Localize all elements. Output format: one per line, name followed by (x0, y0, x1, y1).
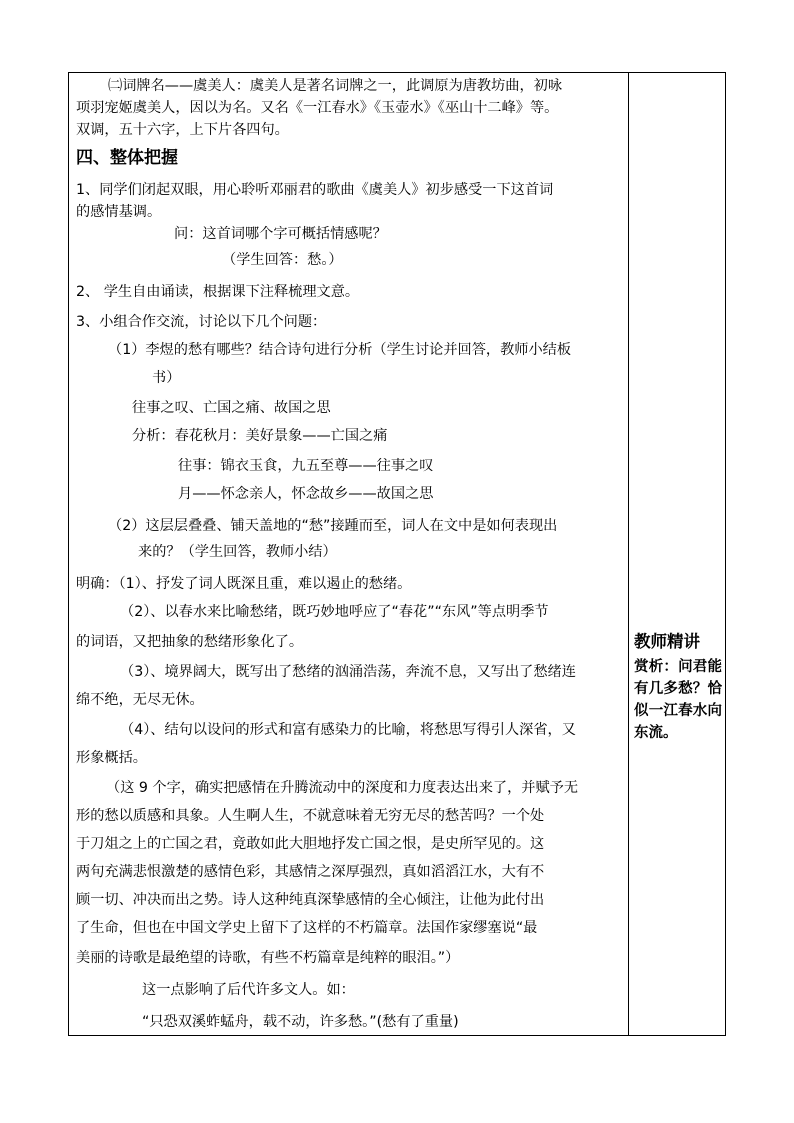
text-line: （1）李煜的愁有哪些？结合诗句进行分析（学生讨论并回答，教师小结板 (108, 342, 572, 358)
text-line: 于刀俎之上的亡国之君，竟敢如此大胆地抒发亡国之恨，是史所罕见的。这 (76, 836, 545, 852)
text-line: 明确：（1）、抒发了词人既深且重，难以遏止的愁绪。 (76, 576, 412, 592)
side-title: 教师精讲 (634, 632, 700, 651)
text-line: （这 9 个字，确实把感情在升腾流动中的深度和力度表达出来了，并赋予无 (106, 780, 579, 796)
text-line: 顾一切、冲决而出之势。诗人这种纯真深挚感情的全心倾注，让他为此付出 (76, 892, 545, 908)
text-line: 3、小组合作交流，讨论以下几个问题： (76, 314, 327, 330)
text-line: 来的？（学生回答，教师小结） (138, 544, 337, 560)
text-line: 书） (152, 370, 181, 386)
text-line: 往事之叹、亡国之痛、故国之思 (132, 400, 331, 416)
text-line: 了生命，但也在中国文学史上留下了这样的不朽篇章。法国作家缪塞说“最 (76, 920, 538, 936)
text-line: 1、同学们闭起双眼，用心聆听邓丽君的歌曲《虞美人》初步感受一下这首词 (76, 182, 554, 198)
text-line: ㈡词牌名——虞美人：虞美人是著名词牌之一，此调原为唐教坊曲，初咏 (108, 78, 563, 94)
text-line: 的词语，又把抽象的愁绪形象化了。 (76, 634, 304, 650)
text-line: 项羽宠姬虞美人，因以为名。又名《一江春水》《玉壶水》《巫山十二峰》等。 (76, 100, 559, 116)
text-line: （学生回答：愁。） (222, 252, 343, 268)
text-line: 双调，五十六字，上下片各四句。 (76, 122, 289, 138)
text-line: 两句充满悲恨激楚的感情色彩，其感情之深厚强烈，真如滔滔江水，大有不 (76, 864, 545, 880)
text-line: 的感情基调。 (76, 204, 162, 220)
text-line: 分析：春花秋月：美好景象——亡国之痛 (132, 428, 388, 444)
text-line: 2、 学生自由诵读，根据课下注释梳理文意。 (76, 284, 360, 300)
text-line: “只恐双溪蚱蜢舟，载不动，许多愁。”(愁有了重量) (142, 1014, 459, 1030)
text-line: （2）、以春水来比喻愁绪，既巧妙地呼应了“春花”“东风”等点明季节 (120, 604, 549, 620)
text-line: 美丽的诗歌是最绝望的诗歌，有些不朽篇章是纯粹的眼泪。”） (76, 950, 460, 966)
text-line: 问：这首词哪个字可概括情感呢？ (174, 226, 387, 242)
text-line: 这一点影响了后代许多文人。如： (142, 982, 355, 998)
column-divider (628, 72, 629, 1036)
text-line: （2）这层层叠叠、铺天盖地的“愁”接踵而至，词人在文中是如何表现出 (108, 518, 558, 534)
side-body: 赏析：问君能有几多愁？恰似一江春水向东流。 (634, 659, 722, 741)
text-line: 形象概括。 (76, 750, 147, 766)
text-line: （3）、境界阔大，既写出了愁绪的汹涌浩荡，奔流不息，又写出了愁绪连 (120, 664, 576, 680)
text-line: 月——怀念亲人，怀念故乡——故国之思 (178, 486, 434, 502)
text-line: 形的愁以质感和具象。人生啊人生，不就意味着无穷无尽的愁苦吗？一个处 (76, 808, 545, 824)
section-heading: 四、整体把握 (76, 148, 178, 168)
text-line: 绵不绝，无尽无休。 (76, 692, 204, 708)
text-line: （4）、结句以设问的形式和富有感染力的比喻，将愁思写得引人深省，又 (120, 722, 576, 738)
text-line: 往事：锦衣玉食，九五至尊——往事之叹 (178, 458, 434, 474)
